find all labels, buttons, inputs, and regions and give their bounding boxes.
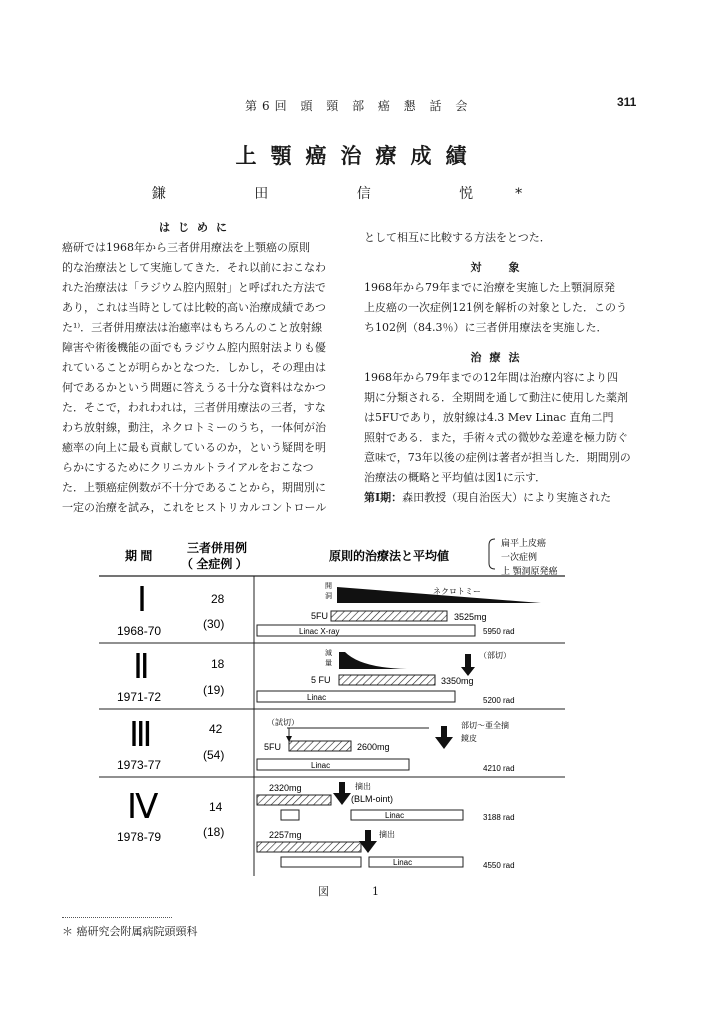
linac-bar-II: [257, 691, 455, 702]
fu-dose-III: 2600mg: [357, 742, 390, 752]
cases-III: 42: [209, 722, 223, 736]
reduction-wedge-II: [339, 652, 407, 669]
arrow-down-III: [435, 726, 453, 749]
intro-line: た．上顎癌症例数が不十分であることから，期間別に: [62, 481, 326, 494]
method-line: は5FUであり，放射線は4.3 Mev Linac 直角二門: [364, 411, 614, 424]
linac-label-II: Linac: [307, 693, 327, 702]
footnote-rule: [62, 917, 172, 918]
rad-III: 4210 rad: [483, 764, 515, 773]
dose-IV-b: 2257mg: [269, 830, 302, 840]
label-kaido-1: 開: [325, 583, 332, 590]
figure-1: [99, 531, 623, 905]
intro-paragraph: [62, 238, 332, 518]
fu-label-II: 5 FU: [311, 675, 331, 685]
arrow-down-II: [461, 654, 475, 676]
fig-col-period: 期 間: [125, 549, 153, 563]
years-IV: 1978-79: [117, 830, 162, 844]
intro-line: 癒率の向上に最も貢献しているのか，という疑問を明: [62, 441, 326, 454]
method-line: 1968年から79年までの12年間は治療内容により四: [364, 371, 618, 384]
roman-I: Ⅰ: [137, 581, 148, 619]
legend-line-1: 扁平上皮癌: [501, 538, 547, 548]
intro-line: た．そこで，われわれは，三者併用療法の三者，すな: [62, 401, 326, 414]
total-II: (19): [203, 683, 225, 697]
right-column: [364, 228, 634, 508]
note-III-c: 鏡皮: [461, 734, 477, 743]
fu-bar-IV-b: [257, 842, 361, 852]
author-line: 鎌 田 信 悦*: [151, 186, 565, 202]
linac-label-I: Linac X-ray: [299, 627, 340, 636]
necro-label-I: ネクロトミー: [433, 587, 481, 596]
footnote: ＊ 癌研究会附属病院頭頸科: [62, 925, 198, 938]
intro-line: 癌研では1968年から三者併用療法を上顎癌の原則: [62, 241, 310, 254]
arrow-down-IV-b: [359, 830, 377, 853]
page-number: 311: [617, 95, 637, 109]
fu-dose-I: 3525mg: [454, 612, 487, 622]
period1-label: 第Ⅰ期：: [364, 491, 403, 504]
subject-line: 1968年から79年までに治療を実施した上顎洞原発: [364, 281, 615, 294]
label-kaido-2: 洞: [325, 593, 332, 600]
ext-IV-a: 摘出: [355, 782, 371, 791]
dose-IV-a: 2320mg: [269, 783, 302, 793]
intro-line: 一定の治療を試み，これをヒストリカルコントロール: [62, 501, 327, 514]
cases-II: 18: [211, 657, 225, 671]
linac-label-III: Linac: [311, 761, 331, 770]
roman-II: Ⅱ: [133, 648, 150, 686]
linac-bar-IV-b1: [281, 857, 361, 867]
section-heading-method: 治療法: [470, 351, 528, 364]
intro-line: た¹⁾．三者併用療法は治癒率はもちろんのこと放射線: [62, 321, 323, 334]
fu-dose-II: 3350mg: [441, 676, 474, 686]
intro-line: 障害や術後機能の面でもラジウム腔内照射法よりも優: [62, 341, 326, 354]
years-I: 1968-70: [117, 624, 162, 638]
left-column: [62, 218, 332, 518]
period1-paragraph: [364, 488, 634, 508]
intro-line: れていることが明らかとなつた．しかし，その理由は: [62, 361, 326, 374]
note-III-a: （試切）: [267, 718, 299, 727]
roman-III: Ⅲ: [129, 716, 153, 754]
ext-IV-b: 摘出: [379, 830, 395, 839]
fu-bar-I: [331, 611, 447, 621]
continued-line: として相互に比較する方法をとつた．: [364, 231, 551, 244]
fu-label-III: 5FU: [264, 742, 282, 752]
method-line: 意味で，73年以後の症例は著者が担当した．期間別の: [364, 451, 631, 464]
method-line: 期に分類される．全期間を通して動注に使用した薬剤: [364, 391, 628, 404]
figure-caption: 図 1: [318, 885, 395, 898]
cases-IV: 14: [209, 800, 223, 814]
rad-IV-b: 4550 rad: [483, 861, 515, 870]
rad-I: 5950 rad: [483, 627, 515, 636]
label-genryo-2: 量: [325, 660, 332, 667]
fig-col-method: 原則的治療法と平均値: [329, 549, 450, 563]
linac-bar-IV-a2: [351, 810, 463, 820]
label-genryo-1: 減: [325, 650, 332, 657]
fu-label-I: 5FU: [311, 611, 329, 621]
note-II: （部切）: [479, 651, 511, 660]
period1-text: 森田教授（現自治医大）により実施された: [402, 491, 612, 504]
subject-line: 上皮癌の一次症例121例を解析の対象とした．このう: [364, 301, 627, 314]
note-III-b: 部切〜亜全摘: [461, 721, 509, 730]
rad-II: 5200 rad: [483, 696, 515, 705]
fu-bar-III: [289, 741, 351, 751]
total-I: (30): [203, 617, 225, 631]
intro-line: わち放射線，動注，ネクロトミーのうち，一体何が治: [62, 421, 326, 434]
legend-line-3: 上 顎洞原発癌: [501, 566, 558, 576]
years-II: 1971-72: [117, 690, 162, 704]
fig-col-cases-1: 三者併用例: [187, 541, 248, 555]
intro-line: 何であるかという問題に答えうる十分な資料はなかつ: [62, 381, 326, 394]
linac-bar-I: [257, 625, 475, 636]
linac-bar-IV-a1: [281, 810, 299, 820]
linac-bar-III: [257, 759, 409, 770]
ext-IV-a2: (BLM-oint): [351, 794, 394, 804]
years-III: 1973-77: [117, 758, 162, 772]
linac-bar-IV-b2: [369, 857, 463, 867]
section-heading-intro: はじめに: [159, 221, 235, 234]
article-title: 上顎癌治療成績: [235, 143, 481, 168]
legend-bracket: [489, 539, 495, 569]
cases-I: 28: [211, 592, 225, 606]
method-line: 治療法の概略と平均値は図1に示す．: [364, 471, 547, 484]
linac-label-IV-a: Linac: [385, 811, 405, 820]
roman-IV: Ⅳ: [127, 788, 159, 826]
legend-line-2: 一次症例: [501, 552, 538, 562]
intro-line: れた治療法は「ラジウム腔内照射」と呼ばれた方法で: [62, 281, 326, 294]
linac-label-IV-b: Linac: [393, 858, 413, 867]
method-line: 照射である．また，手術々式の微妙な差違を極力防ぐ: [364, 431, 628, 444]
fig-col-cases-2: （ 全症例 ）: [181, 557, 248, 571]
rad-IV-a: 3188 rad: [483, 813, 515, 822]
intro-line: らかにするためにクリニカルトライアルをおこなつ: [62, 461, 314, 474]
total-IV: (18): [203, 825, 225, 839]
fu-bar-II: [339, 675, 435, 685]
method-paragraph: [364, 368, 634, 488]
total-III: (54): [203, 748, 225, 762]
section-heading-subject: 対 象: [470, 261, 528, 274]
intro-line: あり，これは当時としては比較的高い治療成績であつ: [62, 301, 326, 314]
arrow-down-IV-a: [333, 782, 351, 805]
fu-bar-IV-a: [257, 795, 331, 805]
running-header: 第6回 頭 頸 部 癌 懇 話 会: [245, 99, 473, 113]
subject-paragraph: [364, 278, 634, 338]
subject-line: ち102例（84.3％）に三者併用療法を実施した．: [364, 321, 608, 334]
intro-line: 的な治療法として実施してきた．それ以前におこなわ: [62, 261, 326, 274]
